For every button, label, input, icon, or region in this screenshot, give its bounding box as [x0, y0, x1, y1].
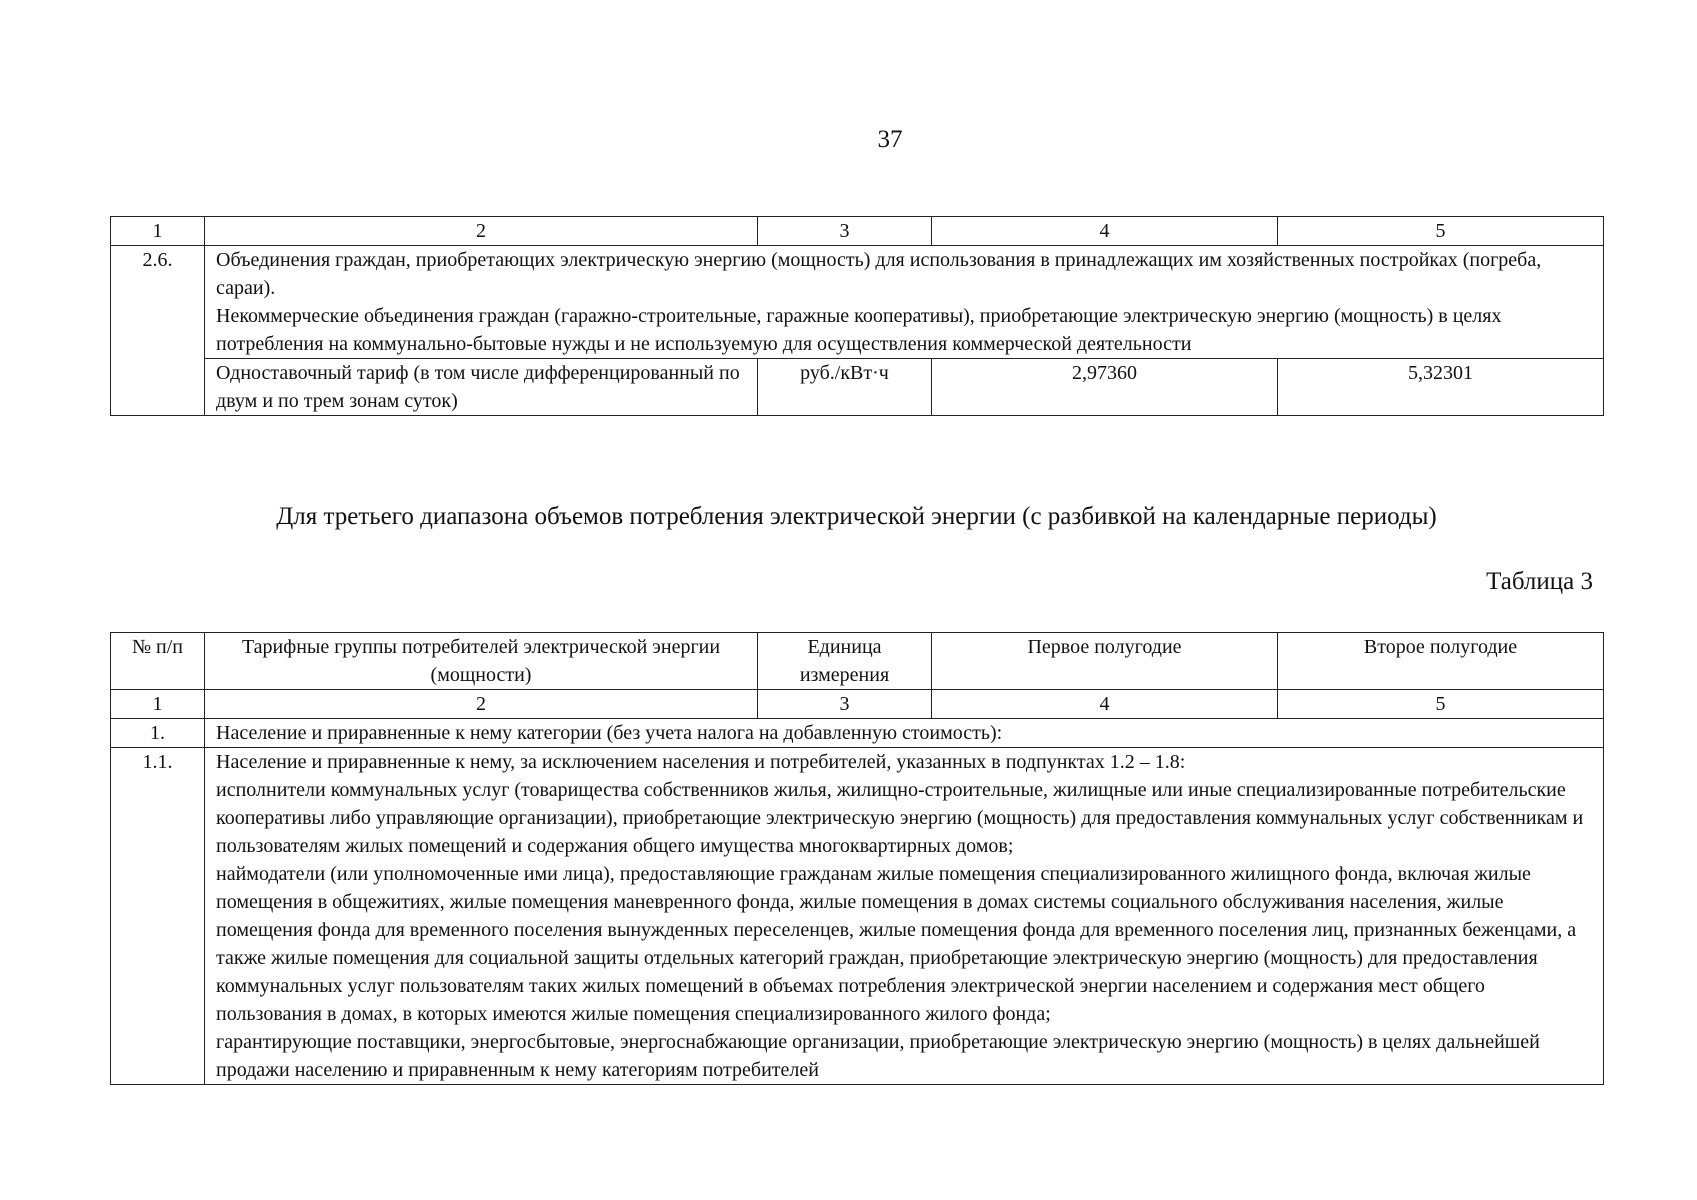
- colnum-5: 5: [1278, 217, 1604, 246]
- tariff-row: [111, 359, 1604, 416]
- group-paragraph: наймодатели (или уполномоченные ими лица), предоставляющие гражданам жилые помещения специализированного жилищного фонда, включая жилые помещения в общежитиях, жилые помещения маневренного фонда, жилые помещения в домах системы социального обслуживания населения, жилые помещения фонда для временного поселения вынужденных переселенцев, жилые помещения фонда для временного поселения лиц, признанных беженцами, а также жилые помещения для социальной защиты отдельных категорий граждан, приобретающие электрическую энергию (мощность) для предоставления коммунальных услуг пользователям таких жилых помещений в объемах потребления электрической энергии населением и содержания мест общего пользования в домах, в которых имеются жилые помещения специализированного жилого фонда;: [216, 863, 1577, 1025]
- group-description: [205, 748, 1604, 1085]
- colnum-4: 4: [932, 217, 1278, 246]
- group-paragraph: Объединения граждан, приобретающих электрическую энергию (мощность) для использования в принадлежащих им хозяйственных постройках (погреба, сараи).: [216, 249, 1542, 299]
- colnum-5: 5: [1278, 690, 1604, 719]
- header-second-half: Второе полугодие: [1278, 633, 1604, 690]
- column-number-row: [111, 217, 1604, 246]
- section-heading: Для третьего диапазона объемов потребления электрической энергии (с разбивкой на календарные периоды): [276, 503, 1437, 530]
- group-paragraph: Население и приравненные к нему, за исключением населения и потребителей, указанных в подпунктах 1.2 – 1.8:: [216, 751, 1186, 773]
- header-first-half: Первое полугодие: [932, 633, 1278, 690]
- tariff-label: Одноставочный тариф (в том числе дифференцированный по двум и по трем зонам суток): [205, 359, 758, 416]
- colnum-1: 1: [111, 217, 205, 246]
- row-number: 2.6.: [111, 246, 205, 416]
- group-paragraph: Некоммерческие объединения граждан (гаражно-строительные, гаражные кооперативы), приобретающие электрическую энергию (мощность) в целях потребления на коммунально-бытовые нужды и не используемую для осуществления коммерческой деятельности: [216, 305, 1502, 355]
- table-row-2-6: [111, 246, 1604, 359]
- header-num: № п/п: [111, 633, 205, 690]
- colnum-3: 3: [758, 690, 932, 719]
- table-caption: Таблица 3: [1486, 568, 1593, 595]
- tariff-first-half: 2,97360: [932, 359, 1278, 416]
- colnum-3: 3: [758, 217, 932, 246]
- colnum-4: 4: [932, 690, 1278, 719]
- tariff-unit: руб./кВт·ч: [758, 359, 932, 416]
- header-row: [111, 633, 1604, 690]
- tariff-second-half: 5,32301: [1278, 359, 1604, 416]
- tariff-table-continued: [110, 216, 1604, 416]
- header-group: Тарифные группы потребителей электрической энергии (мощности): [205, 633, 758, 690]
- tariff-table-3: [110, 632, 1604, 1085]
- page-number: 37: [877, 126, 903, 153]
- group-description: [205, 246, 1604, 359]
- group-paragraph: гарантирующие поставщики, энергосбытовые, энергоснабжающие организации, приобретающие электрическую энергию (мощность) в целях дальнейшей продажи населению и приравненным к нему категориям потребителей: [216, 1031, 1540, 1081]
- group-paragraph: исполнители коммунальных услуг (товарищества собственников жилья, жилищно-строительные, жилищные или иные специализированные потребительские кооперативы либо управляющие организации), приобретающие электрическую энергию (мощность) для предоставления коммунальных услуг собственникам и пользователям жилых помещений и содержания общего имущества многоквартирных домов;: [216, 779, 1584, 857]
- colnum-2: 2: [205, 217, 758, 246]
- colnum-2: 2: [205, 690, 758, 719]
- header-unit: Единица измерения: [758, 633, 932, 690]
- column-number-row: [111, 690, 1604, 719]
- table-row-1-1: [111, 748, 1604, 1085]
- row-number: 1.1.: [111, 748, 205, 1085]
- row-number: 1.: [111, 719, 205, 748]
- colnum-1: 1: [111, 690, 205, 719]
- group-description: Население и приравненные к нему категории (без учета налога на добавленную стоимость):: [205, 719, 1604, 748]
- table-row-1: [111, 719, 1604, 748]
